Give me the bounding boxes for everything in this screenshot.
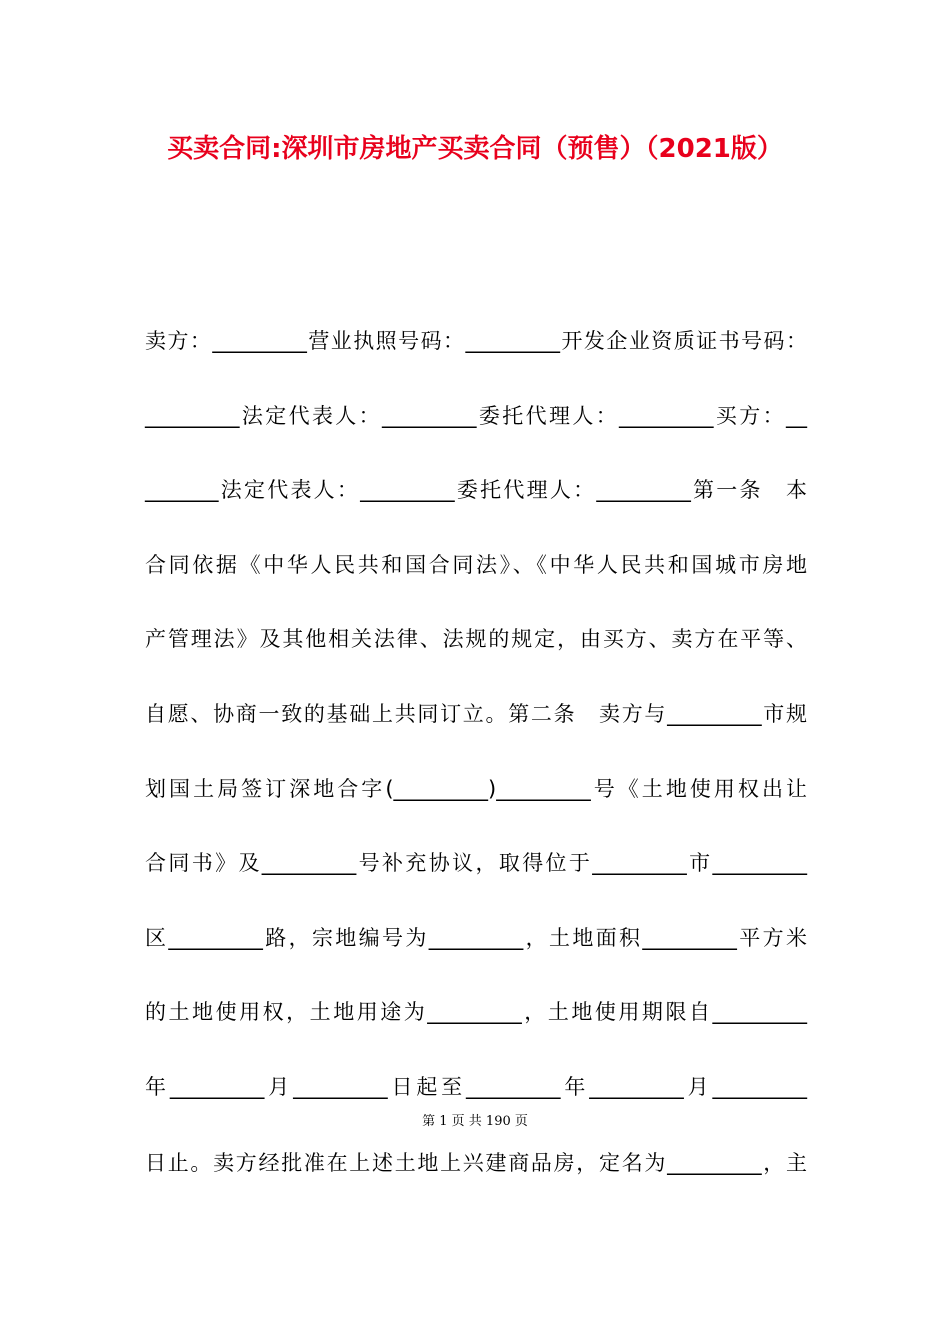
body-line-9: 区_________路，宗地编号为_________，土地面积_________平方米 — [145, 926, 807, 950]
page-footer: 第 1 页 共 190 页 — [422, 1114, 528, 1129]
body-line-6: 自愿、协商一致的基础上共同订立。第二条 卖方与_________市规 — [145, 702, 807, 726]
body-line-11: 年_________月_________日起至_________年_________月_________ — [145, 1075, 807, 1099]
body-line-3: _______法定代表人：_________委托代理人：_________第一条 本 — [145, 478, 807, 502]
body-line-10: 的土地使用权，土地用途为_________，土地使用期限自_________ — [145, 1000, 807, 1024]
body-line-5: 产管理法》及其他相关法律、法规的规定，由买方、卖方在平等、 — [145, 627, 807, 651]
body-line-4: 合同依据《中华人民共和国合同法》、《中华人民共和国城市房地 — [145, 553, 807, 577]
body-line-1: 卖方：_________营业执照号码：_________开发企业资质证书号码： — [145, 329, 807, 353]
body-line-7: 划国土局签订深地合字(_________)_________号《土地使用权出让 — [145, 777, 807, 801]
body-line-8: 合同书》及_________号补充协议，取得位于_________市_________ — [145, 851, 807, 875]
body-line-12: 日止。卖方经批准在上述土地上兴建商品房，定名为_________，主 — [145, 1151, 807, 1175]
body-line-2: _________法定代表人：_________委托代理人：_________买方：__ — [145, 404, 807, 428]
document-title: 买卖合同:深圳市房地产买卖合同（预售）（2021版） — [167, 134, 783, 164]
